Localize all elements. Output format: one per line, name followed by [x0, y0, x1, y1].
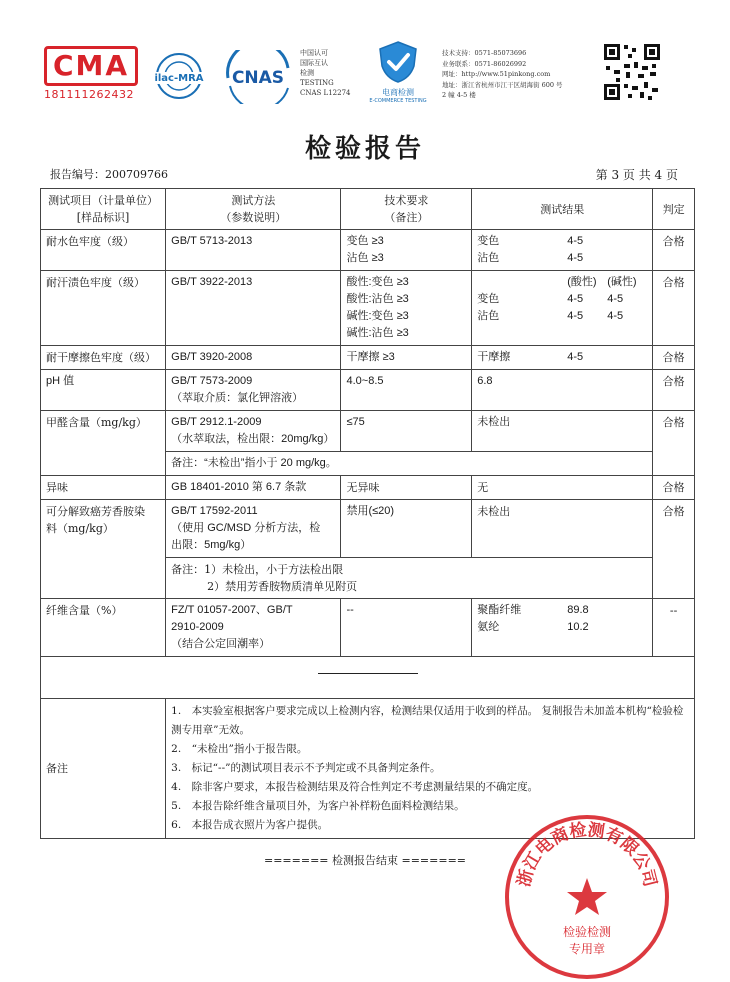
method-cell: GB/T 3920-2008	[166, 346, 341, 370]
table-header-row	[41, 189, 695, 230]
method-line: （萃取介质：氯化钾溶液）	[171, 392, 304, 404]
requirement-line: 碱性:变色 ≥3	[346, 310, 409, 322]
result-cell: 未检出	[472, 411, 653, 452]
result-value: 4-5	[567, 310, 584, 322]
method-line: （结合公定回潮率）	[171, 638, 271, 650]
header-judgement: 判定	[653, 189, 695, 230]
table-row	[41, 346, 695, 370]
result-value: 4-5	[567, 252, 584, 264]
divider-rule	[318, 673, 418, 674]
remark-item: 5. 本报告除纤维含量项目外，为客户补样粉色面料检测结果。	[171, 800, 465, 812]
note-line: 备注：1）未检出，小于方法检出限	[171, 563, 344, 576]
svg-text:浙江电商检测有限公司	[513, 819, 660, 889]
requirement-cell: 干摩擦 ≥3	[341, 346, 472, 370]
result-subheader: (酸性)	[567, 276, 597, 288]
cma-logo	[44, 46, 144, 106]
requirement-cell: 禁用(≤20)	[341, 500, 472, 558]
result-cell: 未检出	[472, 500, 653, 558]
seal-center-line: 检验检测	[562, 925, 612, 939]
qr-code-icon	[602, 42, 662, 102]
requirement-line: 沾色 ≥3	[346, 252, 384, 264]
official-seal-stamp	[502, 812, 672, 982]
result-key: 干摩擦	[477, 351, 511, 363]
table-row	[41, 500, 695, 558]
seal-center-line: 专用章	[568, 942, 606, 956]
table-row	[41, 411, 695, 452]
judgement-cell: 合格	[653, 230, 695, 271]
remark-item: 3. 标记“--”的测试项目表示不予判定或不具备判定条件。	[171, 762, 441, 774]
result-key: 氨纶	[477, 621, 500, 633]
cnas-text: CNAS	[231, 68, 285, 88]
method-line: （水萃取法，检出限：20mg/kg）	[171, 433, 335, 445]
header-text: （参数说明）	[220, 211, 287, 224]
judgement-cell: 合格	[653, 271, 695, 346]
ec-sub: E-COMMERCE TESTING	[369, 98, 427, 104]
method-line: GB/T 2912.1-2009	[171, 416, 262, 428]
cnas-logo	[218, 50, 298, 104]
method-line: （使用 GC/MSD 分析方法，检	[171, 522, 321, 534]
remark-item: 6. 本报告成衣照片为客户提供。	[171, 819, 329, 831]
table-row	[41, 230, 695, 271]
judgement-cell: 合格	[653, 476, 695, 500]
item-cell: 甲醛含量（mg/kg）	[41, 411, 166, 476]
header-method	[166, 189, 341, 230]
cnas-caption-line: TESTING	[300, 79, 334, 87]
ec-label: 电商检测	[382, 88, 414, 97]
result-value: 4-5	[607, 310, 624, 322]
ecommerce-testing-logo	[360, 40, 436, 106]
cma-number: 181111262432	[44, 88, 134, 101]
judgement-cell: 合格	[653, 346, 695, 370]
report-number: 报告编号：200709766	[50, 168, 168, 181]
note-cell	[166, 558, 653, 599]
method-cell	[166, 599, 341, 657]
result-cell	[472, 271, 653, 346]
method-line: 出限：5mg/kg）	[171, 539, 252, 551]
cnas-caption-line: 国际互认	[300, 59, 328, 67]
method-line: GB/T 17592-2011	[171, 505, 258, 517]
item-line: 可分解致癌芳香胺染	[46, 505, 145, 518]
requirement-cell: 无异味	[341, 476, 472, 500]
item-cell: 耐水色牢度（级）	[41, 230, 166, 271]
report-header	[0, 0, 730, 120]
result-value: 4-5	[567, 235, 584, 247]
remarks-label: 备注	[41, 699, 166, 839]
result-subheader: (碱性)	[607, 276, 637, 288]
method-cell	[166, 500, 341, 558]
contact-line: 技术支持：0571-85073696	[442, 49, 527, 57]
requirement-line: 碱性:沾色 ≥3	[346, 327, 409, 339]
note-line: 2）禁用芳香胺物质清单见附页	[207, 580, 358, 593]
contact-line: 2 幢 4-5 楼	[442, 91, 476, 99]
method-line: FZ/T 01057-2007、GB/T	[171, 604, 293, 616]
test-results-table	[40, 188, 695, 839]
requirement-line: 变色 ≥3	[346, 235, 384, 247]
header-text: 测试项目（计量单位）	[48, 194, 159, 207]
judgement-cell: --	[653, 599, 695, 657]
item-line: 料（mg/kg）	[46, 522, 114, 535]
judgement-cell: 合格	[653, 370, 695, 411]
note-cell: 备注：“未检出”指小于 20 mg/kg。	[166, 452, 653, 476]
requirement-line: 酸性:沾色 ≥3	[346, 293, 409, 305]
seal-ring-text: 浙江电商检测有限公司	[514, 820, 660, 889]
requirement-cell: ≤75	[341, 411, 472, 452]
report-end-marker: ======= 检测报告结束 =======	[263, 854, 467, 867]
item-cell: 耐干摩擦色牢度（级）	[41, 346, 166, 370]
requirement-cell	[341, 230, 472, 271]
remark-item: 1. 本实验室根据客户要求完成以上检测内容，检测结果仅适用于收到的样品。 复制报告未加盖本机构“检验检测专用章”无效。	[171, 705, 684, 736]
header-result: 测试结果	[472, 189, 653, 230]
result-value: 4-5	[607, 293, 624, 305]
cnas-caption	[300, 48, 354, 98]
page-number: 第 3 页 共 4 页	[595, 168, 678, 182]
result-value: 10.2	[567, 621, 589, 633]
result-value: 4-5	[567, 293, 584, 305]
header-text: 测试方法	[231, 194, 276, 207]
cnas-caption-line: 检测	[300, 69, 314, 77]
result-key: 聚酯纤维	[477, 604, 522, 616]
method-cell	[166, 370, 341, 411]
remark-item: 4. 除非客户要求，本报告检测结果及符合性判定不考虑测量结果的不确定度。	[171, 781, 539, 793]
ilac-mra-logo	[146, 50, 212, 106]
table-row	[41, 599, 695, 657]
header-text: （备注）	[384, 211, 429, 224]
table-row	[41, 476, 695, 500]
requirement-cell	[341, 271, 472, 346]
method-cell: GB 18401-2010 第 6.7 条款	[166, 476, 341, 500]
result-value: 4-5	[567, 351, 584, 363]
table-row	[41, 370, 695, 411]
result-value: 89.8	[567, 604, 589, 616]
header-item	[41, 189, 166, 230]
method-line: GB/T 7573-2009	[171, 375, 253, 387]
requirement-line: 酸性:变色 ≥3	[346, 276, 409, 288]
ilac-text: ilac-MRA	[154, 73, 204, 84]
contact-info	[442, 48, 592, 101]
report-title: 检验报告	[304, 134, 425, 164]
header-text: 技术要求	[384, 194, 429, 207]
result-key: 变色	[477, 235, 500, 247]
result-cell	[472, 230, 653, 271]
result-cell: 6.8	[472, 370, 653, 411]
star-icon	[567, 878, 607, 915]
item-cell: 纤维含量（%）	[41, 599, 166, 657]
cnas-caption-line: 中国认可	[300, 49, 328, 57]
result-cell: 无	[472, 476, 653, 500]
table-row	[41, 271, 695, 346]
contact-line: 地址：浙江省杭州市江干区胡海街 600 号	[442, 80, 563, 89]
remark-item: 2. “未检出”指小于报告限。	[171, 743, 308, 755]
method-cell	[166, 411, 341, 452]
item-cell: 耐汗渍色牢度（级）	[41, 271, 166, 346]
result-key: 沾色	[477, 252, 500, 264]
item-cell: 异味	[41, 476, 166, 500]
table-divider-row	[41, 657, 695, 699]
requirement-cell: --	[341, 599, 472, 657]
cnas-caption-line: CNAS L12274	[300, 89, 351, 97]
method-cell: GB/T 5713-2013	[166, 230, 341, 271]
contact-line: 网址：http://www.51pinkong.com	[442, 70, 551, 78]
result-cell	[472, 346, 653, 370]
requirement-cell: 4.0~8.5	[341, 370, 472, 411]
judgement-cell: 合格	[653, 500, 695, 599]
divider-cell	[41, 657, 695, 699]
header-requirement	[341, 189, 472, 230]
method-line: 2910-2009	[171, 621, 224, 633]
item-cell	[41, 500, 166, 599]
result-key: 沾色	[477, 310, 500, 322]
method-cell: GB/T 3922-2013	[166, 271, 341, 346]
item-cell: pH 值	[41, 370, 166, 411]
cma-mark: CMA	[44, 46, 138, 86]
result-cell	[472, 599, 653, 657]
header-text: [样品标识]	[76, 211, 130, 224]
judgement-cell: 合格	[653, 411, 695, 476]
result-key: 变色	[477, 293, 500, 305]
shield-icon	[376, 40, 420, 84]
contact-line: 业务联系：0571-86026992	[442, 59, 527, 68]
